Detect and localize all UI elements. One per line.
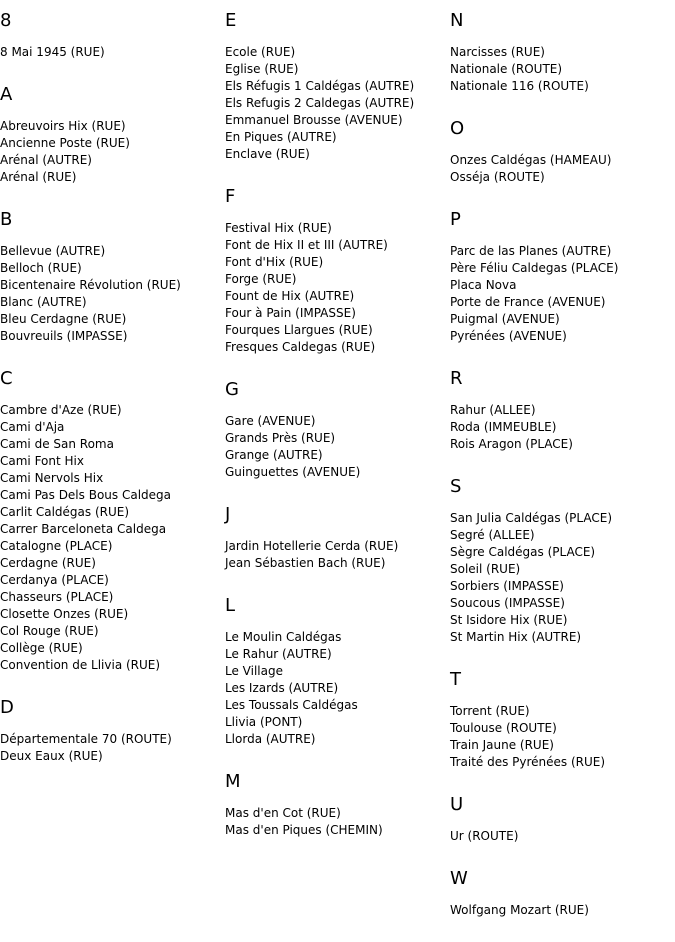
street-item: Onzes Caldégas (HAMEAU) xyxy=(450,153,612,167)
section-letter-heading: S xyxy=(450,476,462,497)
letter-section xyxy=(450,476,674,646)
street-item: Grands Près (RUE) xyxy=(225,431,336,445)
letter-section xyxy=(0,368,224,674)
street-item: Ur (ROUTE) xyxy=(450,829,519,843)
street-item: Cerdagne (RUE) xyxy=(0,556,96,570)
street-item: Bellevue (AUTRE) xyxy=(0,244,106,258)
street-list xyxy=(0,402,224,674)
street-item: Segré (ALLEE) xyxy=(450,528,535,542)
street-list xyxy=(225,538,449,572)
section-letter-heading: P xyxy=(450,209,461,230)
street-list xyxy=(450,152,674,186)
section-letter-heading: W xyxy=(450,868,468,889)
street-item: St Isidore Hix (RUE) xyxy=(450,613,568,627)
street-item: Parc de las Planes (AUTRE) xyxy=(450,244,612,258)
street-item: Els Refugis 2 Caldegas (AUTRE) xyxy=(225,96,415,110)
section-letter-heading: G xyxy=(225,379,239,400)
street-item: Mas d'en Cot (RUE) xyxy=(225,806,341,820)
street-item: Mas d'en Piques (CHEMIN) xyxy=(225,823,383,837)
street-item: Abreuvoirs Hix (RUE) xyxy=(0,119,126,133)
section-letter-heading: T xyxy=(450,669,461,690)
section-letter-heading: D xyxy=(0,697,14,718)
street-item: Le Village xyxy=(225,664,283,678)
street-list xyxy=(225,805,449,839)
street-item: Nationale (ROUTE) xyxy=(450,62,563,76)
street-list xyxy=(450,44,674,95)
street-item: St Martin Hix (AUTRE) xyxy=(450,630,582,644)
street-item: Cami Font Hix xyxy=(0,454,84,468)
street-item: Toulouse (ROUTE) xyxy=(450,721,557,735)
section-letter-heading: B xyxy=(0,209,13,230)
street-list xyxy=(225,220,449,356)
street-item: Père Féliu Caldegas (PLACE) xyxy=(450,261,619,275)
street-item: Torrent (RUE) xyxy=(450,704,530,718)
street-list xyxy=(0,44,224,61)
street-item: Ecole (RUE) xyxy=(225,45,296,59)
street-item: Cambre d'Aze (RUE) xyxy=(0,403,122,417)
street-item: Eglise (RUE) xyxy=(225,62,299,76)
street-item: Forge (RUE) xyxy=(225,272,297,286)
street-item: Train Jaune (RUE) xyxy=(450,738,554,752)
street-item: Jardin Hotellerie Cerda (RUE) xyxy=(225,539,399,553)
street-item: Cami d'Aja xyxy=(0,420,65,434)
letter-section xyxy=(450,209,674,345)
street-item: Osséja (ROUTE) xyxy=(450,170,545,184)
street-item: Belloch (RUE) xyxy=(0,261,82,275)
letter-section xyxy=(225,186,449,356)
street-item: Closette Onzes (RUE) xyxy=(0,607,129,621)
street-item: Les Izards (AUTRE) xyxy=(225,681,339,695)
street-list xyxy=(225,44,449,163)
street-item: Cami Nervols Hix xyxy=(0,471,104,485)
section-letter-heading: A xyxy=(0,84,13,105)
street-item: Soucous (IMPASSE) xyxy=(450,596,565,610)
street-item: Carrer Barceloneta Caldega xyxy=(0,522,167,536)
street-item: Nationale 116 (ROUTE) xyxy=(450,79,589,93)
street-item: Four à Pain (IMPASSE) xyxy=(225,306,356,320)
letter-section xyxy=(450,118,674,186)
street-item: Wolfgang Mozart (RUE) xyxy=(450,903,589,917)
street-item: Roda (IMMEUBLE) xyxy=(450,420,557,434)
street-item: Convention de Llivia (RUE) xyxy=(0,658,161,672)
letter-section xyxy=(450,10,674,95)
street-item: Traité des Pyrénées (RUE) xyxy=(450,755,606,769)
section-letter-heading: C xyxy=(0,368,13,389)
letter-section xyxy=(225,10,449,163)
street-item: Font de Hix II et III (AUTRE) xyxy=(225,238,388,252)
street-item: Le Rahur (AUTRE) xyxy=(225,647,332,661)
street-item: Sègre Caldégas (PLACE) xyxy=(450,545,596,559)
street-list xyxy=(450,243,674,345)
street-list xyxy=(450,828,674,845)
street-item: Placa Nova xyxy=(450,278,517,292)
section-letter-heading: U xyxy=(450,794,464,815)
street-item: Fount de Hix (AUTRE) xyxy=(225,289,355,303)
letter-section xyxy=(450,868,674,919)
street-item: Puigmal (AVENUE) xyxy=(450,312,560,326)
street-list xyxy=(0,731,224,765)
street-item: Festival Hix (RUE) xyxy=(225,221,332,235)
street-index-column xyxy=(450,10,674,942)
letter-section xyxy=(225,595,449,748)
section-letter-heading: M xyxy=(225,771,241,792)
street-item: Rois Aragon (PLACE) xyxy=(450,437,573,451)
letter-section xyxy=(450,669,674,771)
street-item: Soleil (RUE) xyxy=(450,562,521,576)
street-list xyxy=(225,629,449,748)
street-item: Catalogne (PLACE) xyxy=(0,539,113,553)
street-item: Col Rouge (RUE) xyxy=(0,624,99,638)
street-item: Le Moulin Caldégas xyxy=(225,630,342,644)
street-index-column xyxy=(0,10,224,788)
street-index-column xyxy=(225,10,449,862)
street-item: Jean Sébastien Bach (RUE) xyxy=(225,556,386,570)
section-letter-heading: J xyxy=(225,504,231,525)
street-item: Collège (RUE) xyxy=(0,641,83,655)
letter-section xyxy=(0,84,224,186)
street-list xyxy=(450,703,674,771)
street-item: Grange (AUTRE) xyxy=(225,448,323,462)
street-item: Cami de San Roma xyxy=(0,437,114,451)
street-item: Chasseurs (PLACE) xyxy=(0,590,114,604)
section-letter-heading: N xyxy=(450,10,464,31)
street-list xyxy=(450,402,674,453)
street-item: Emmanuel Brousse (AVENUE) xyxy=(225,113,403,127)
street-item: Ancienne Poste (RUE) xyxy=(0,136,130,150)
letter-section xyxy=(225,379,449,481)
section-letter-heading: R xyxy=(450,368,463,389)
street-list xyxy=(0,118,224,186)
street-item: San Julia Caldégas (PLACE) xyxy=(450,511,612,525)
street-item: Arénal (AUTRE) xyxy=(0,153,92,167)
letter-section xyxy=(225,504,449,572)
letter-section xyxy=(0,209,224,345)
street-item: Els Réfugis 1 Caldégas (AUTRE) xyxy=(225,79,415,93)
street-item: En Piques (AUTRE) xyxy=(225,130,337,144)
street-item: Deux Eaux (RUE) xyxy=(0,749,103,763)
street-list xyxy=(225,413,449,481)
street-item: Font d'Hix (RUE) xyxy=(225,255,324,269)
street-list xyxy=(450,902,674,919)
street-item: Enclave (RUE) xyxy=(225,147,310,161)
street-item: Rahur (ALLEE) xyxy=(450,403,536,417)
letter-section xyxy=(450,368,674,453)
street-item: Cami Pas Dels Bous Caldega xyxy=(0,488,171,502)
street-item: Carlit Caldégas (RUE) xyxy=(0,505,130,519)
street-item: Départementale 70 (ROUTE) xyxy=(0,732,172,746)
street-list xyxy=(450,510,674,646)
street-item: Pyrénées (AVENUE) xyxy=(450,329,567,343)
street-list xyxy=(0,243,224,345)
street-item: Cerdanya (PLACE) xyxy=(0,573,109,587)
street-item: Llivia (PONT) xyxy=(225,715,303,729)
street-item: Fourques Llargues (RUE) xyxy=(225,323,373,337)
letter-section xyxy=(0,697,224,765)
street-item: Les Toussals Caldégas xyxy=(225,698,358,712)
section-letter-heading: E xyxy=(225,10,237,31)
section-letter-heading: O xyxy=(450,118,465,139)
street-item: Arénal (RUE) xyxy=(0,170,77,184)
street-item: Sorbiers (IMPASSE) xyxy=(450,579,564,593)
street-item: Narcisses (RUE) xyxy=(450,45,545,59)
street-item: Guinguettes (AVENUE) xyxy=(225,465,361,479)
street-item: Bleu Cerdagne (RUE) xyxy=(0,312,127,326)
street-item: Fresques Caldegas (RUE) xyxy=(225,340,376,354)
street-item: Bouvreuils (IMPASSE) xyxy=(0,329,128,343)
letter-section xyxy=(225,771,449,839)
section-letter-heading: F xyxy=(225,186,236,207)
letter-section xyxy=(450,794,674,845)
section-letter-heading: L xyxy=(225,595,236,616)
section-letter-heading: 8 xyxy=(0,10,12,31)
street-item: Porte de France (AVENUE) xyxy=(450,295,606,309)
letter-section xyxy=(0,10,224,61)
street-item: Bicentenaire Révolution (RUE) xyxy=(0,278,181,292)
street-item: Llorda (AUTRE) xyxy=(225,732,316,746)
street-item: Gare (AVENUE) xyxy=(225,414,316,428)
street-item: Blanc (AUTRE) xyxy=(0,295,87,309)
street-item: 8 Mai 1945 (RUE) xyxy=(0,45,105,59)
